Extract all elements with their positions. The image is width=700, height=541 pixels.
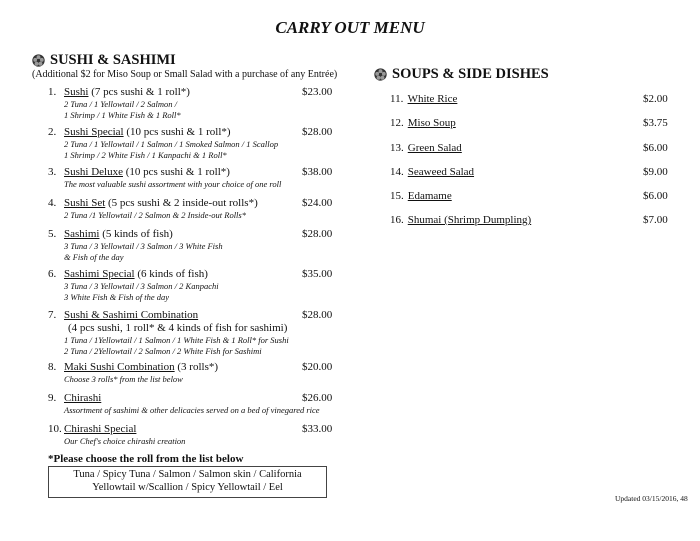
menu-item xyxy=(390,142,462,154)
item-name: Chirashi xyxy=(64,392,102,404)
item-detail: (5 pcs sushi & 2 inside-out rolls*) xyxy=(105,197,258,209)
roll-list-line: Tuna / Spicy Tuna / Salmon / Salmon skin / California xyxy=(73,469,302,480)
item-name: Sushi Set xyxy=(64,197,106,209)
item-desc: 3 Tuna / 3 Yellowtail / 3 Salmon / 2 Kanpachi xyxy=(64,281,219,291)
item-number: 15. xyxy=(390,190,404,202)
item-price: $35.00 xyxy=(302,268,333,280)
item-desc: 3 White Fish & Fish of the day xyxy=(64,291,170,302)
item-number: 13. xyxy=(390,142,404,154)
item-price: $6.00 xyxy=(643,190,668,202)
menu-item xyxy=(390,214,531,226)
item-price: $26.00 xyxy=(302,392,333,404)
item-name: Edamame xyxy=(407,190,452,202)
item-price: $2.00 xyxy=(643,93,668,105)
item-detail: (6 kinds of fish) xyxy=(134,268,208,280)
item-desc: 2 Tuna / 1 Yellowtail / 1 Salmon / 1 Smoked Salmon / 1 Scallop xyxy=(64,139,279,149)
menu-item xyxy=(48,423,185,447)
item-price: $28.00 xyxy=(302,309,333,321)
item-name: Green Salad xyxy=(407,142,462,154)
menu-item xyxy=(390,190,452,202)
item-number: 7. xyxy=(48,309,57,321)
item-price: $28.00 xyxy=(302,126,333,138)
menu-item xyxy=(48,309,289,356)
roll-list-line: Yellowtail w/Scallion / Spicy Yellowtail / Eel xyxy=(92,481,283,493)
item-desc: Assortment of sashimi & other delicacies served on a bed of vinegared rice xyxy=(64,405,320,415)
item-name: Miso Soup xyxy=(407,117,456,129)
item-price: $6.00 xyxy=(643,142,668,154)
item-number: 5. xyxy=(48,228,57,240)
menu-item xyxy=(48,268,219,302)
item-price: $20.00 xyxy=(302,361,333,373)
item-number: 10. xyxy=(48,423,62,435)
item-detail: (7 pcs sushi & 1 roll*) xyxy=(88,86,190,98)
item-price: $33.00 xyxy=(302,423,333,435)
item-price: $7.00 xyxy=(643,214,668,226)
menu-item xyxy=(48,392,320,416)
item-desc: 1 Shrimp / 1 White Fish & 1 Roll* xyxy=(64,109,181,120)
item-desc: Our Chef's choice chirashi creation xyxy=(64,436,186,446)
page-title: CARRY OUT MENU xyxy=(275,18,425,37)
item-name: Shumai (Shrimp Dumpling) xyxy=(407,214,532,226)
item-price: $3.75 xyxy=(643,117,668,129)
item-detail: (10 pcs sushi & 1 roll*) xyxy=(122,166,230,178)
sushi-heading-text: SUSHI & SASHIMI xyxy=(50,52,176,68)
item-desc: 2 Tuna / 2Yellowtail / 2 Salmon / 2 White Fish for Sashimi xyxy=(64,345,262,356)
flower-icon xyxy=(32,54,45,67)
item-detail: (10 pcs sushi & 1 roll*) xyxy=(123,126,231,138)
item-name: Sashimi Special xyxy=(64,268,135,280)
item-desc: The most valuable sushi assortment with your choice of one roll xyxy=(64,179,282,189)
menu-item xyxy=(48,166,281,190)
item-detail: (3 rolls*) xyxy=(174,361,219,373)
item-number: 12. xyxy=(390,117,404,129)
item-desc: & Fish of the day xyxy=(64,251,124,262)
item-price: $28.00 xyxy=(302,228,333,240)
item-number: 3. xyxy=(48,166,57,178)
item-name: Sushi Deluxe xyxy=(64,166,123,178)
item-number: 8. xyxy=(48,361,57,373)
sushi-section-heading xyxy=(32,52,176,69)
item-detail: (5 kinds of fish) xyxy=(99,228,173,240)
roll-list-heading: *Please choose the roll from the list below xyxy=(48,453,244,465)
item-price: $23.00 xyxy=(302,86,333,98)
menu-item xyxy=(48,361,218,385)
menu-item xyxy=(48,126,278,160)
item-desc: 2 Tuna /1 Yellowtail / 2 Salmon & 2 Inside-out Rolls* xyxy=(64,210,246,220)
item-desc: 1 Tuna / 1Yellowtail / 1 Salmon / 1 White Fish & 1 Roll* for Sushi xyxy=(64,335,289,345)
menu-item xyxy=(390,93,457,105)
menu-item xyxy=(48,228,223,262)
item-name: White Rice xyxy=(407,93,458,105)
item-number: 4. xyxy=(48,197,57,209)
menu-item xyxy=(390,117,456,129)
entree-note: (Additional $2 for Miso Soup or Small Salad with a purchase of any Entrée) xyxy=(32,69,338,80)
item-desc: 2 Tuna / 1 Yellowtail / 2 Salmon / xyxy=(64,99,178,109)
item-subtitle: (4 pcs sushi, 1 roll* & 4 kinds of fish for sashimi) xyxy=(68,322,288,334)
menu-item xyxy=(48,197,258,221)
item-name: Sushi xyxy=(64,86,89,98)
item-number: 6. xyxy=(48,268,57,280)
item-number: 11. xyxy=(390,93,404,105)
item-price: $24.00 xyxy=(302,197,333,209)
item-price: $9.00 xyxy=(643,166,668,178)
item-price: $38.00 xyxy=(302,166,333,178)
flower-icon xyxy=(374,68,387,81)
item-desc: Choose 3 rolls* from the list below xyxy=(64,374,183,384)
item-name: Seaweed Salad xyxy=(407,166,475,178)
item-number: 16. xyxy=(390,214,404,226)
item-name: Chirashi Special xyxy=(64,423,137,435)
item-name: Sushi & Sashimi Combination xyxy=(64,309,199,321)
updated-date: Updated 03/15/2016, 48 xyxy=(615,494,688,503)
item-name: Maki Sushi Combination xyxy=(64,361,175,373)
soups-heading-text: SOUPS & SIDE DISHES xyxy=(392,66,549,82)
item-desc: 3 Tuna / 3 Yellowtail / 3 Salmon / 3 White Fish xyxy=(64,241,223,251)
item-number: 2. xyxy=(48,126,57,138)
menu-item xyxy=(48,86,190,120)
item-name: Sashimi xyxy=(64,228,100,240)
roll-list-box xyxy=(48,466,327,498)
item-desc: 1 Shrimp / 2 White Fish / 1 Kanpachi & 1 Roll* xyxy=(64,149,227,160)
item-name: Sushi Special xyxy=(64,126,124,138)
item-number: 9. xyxy=(48,392,57,404)
soups-section-heading xyxy=(374,66,549,83)
item-number: 1. xyxy=(48,86,57,98)
menu-item xyxy=(390,166,474,178)
item-number: 14. xyxy=(390,166,404,178)
